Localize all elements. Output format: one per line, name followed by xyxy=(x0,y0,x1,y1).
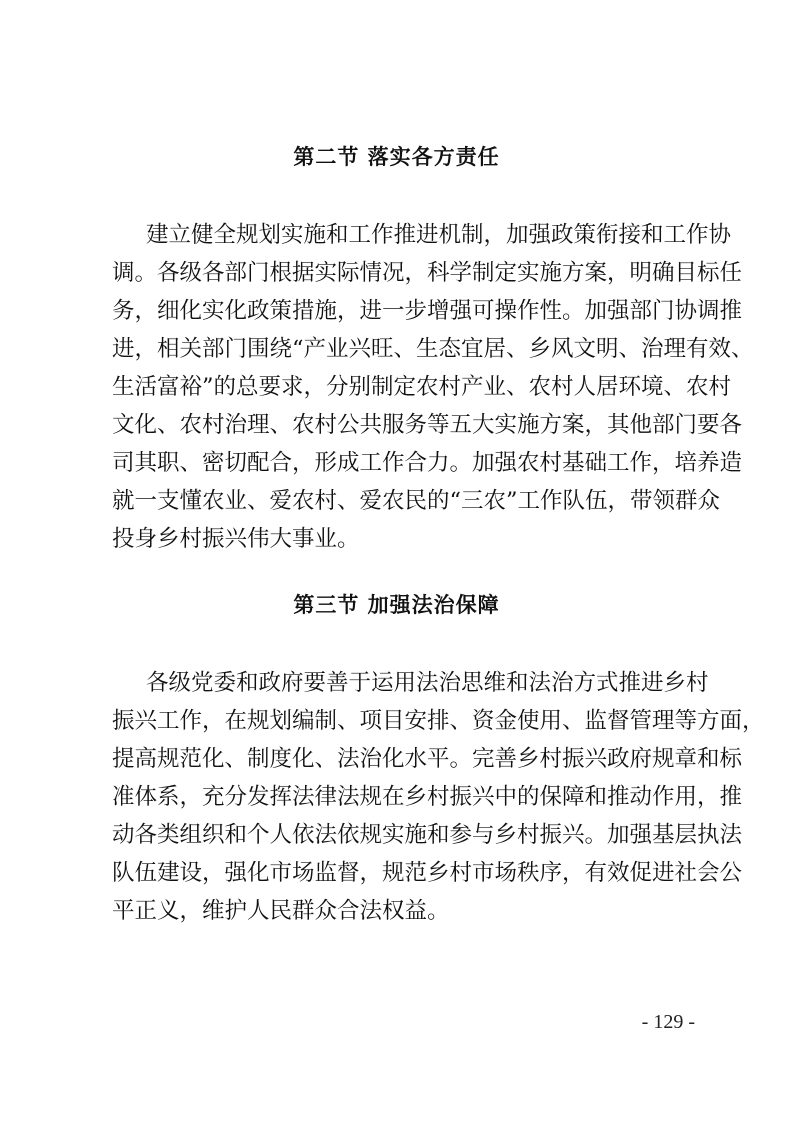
paragraph-line: 投身乡村振兴伟大事业。 xyxy=(112,526,360,552)
paragraph-line: 各级党委和政府要善于运用法治思维和法治方式推进乡村 xyxy=(146,670,709,696)
section-heading: 第二节 落实各方责任 xyxy=(293,145,500,169)
paragraph-line: 建立健全规划实施和工作推进机制，加强政策衔接和工作协 xyxy=(146,222,732,248)
paragraph-line: 提高规范化、制度化、法治化水平。完善乡村振兴政府规章和标 xyxy=(112,746,743,772)
section-heading: 第三节 加强法治保障 xyxy=(293,593,500,617)
paragraph-line: 就一支懂农业、爱农村、爱农民的“三农”工作队伍，带领群众 xyxy=(112,488,721,514)
page-number: - 129 - xyxy=(641,1011,695,1033)
paragraph-line: 务，细化实化政策措施，进一步增强可操作性。加强部门协调推 xyxy=(112,298,743,324)
paragraph-line: 队伍建设，强化市场监督，规范乡村市场秩序，有效促进社会公 xyxy=(112,860,743,886)
paragraph-line: 生活富裕”的总要求，分别制定农村产业、农村人居环境、农村 xyxy=(112,374,732,400)
paragraph-line: 文化、农村治理、农村公共服务等五大实施方案，其他部门要各 xyxy=(112,412,743,438)
paragraph-line: 调。各级各部门根据实际情况，科学制定实施方案，明确目标任 xyxy=(112,260,743,286)
paragraph-line: 动各类组织和个人依法依规实施和参与乡村振兴。加强基层执法 xyxy=(112,822,743,848)
paragraph-line: 进，相关部门围绕“产业兴旺、生态宜居、乡风文明、治理有效、 xyxy=(112,336,754,362)
paragraph-line: 司其职、密切配合，形成工作合力。加强农村基础工作，培养造 xyxy=(112,450,743,476)
paragraph-line: 平正义，维护人民群众合法权益。 xyxy=(112,898,450,924)
paragraph-line: 准体系，充分发挥法律法规在乡村振兴中的保障和推动作用，推 xyxy=(112,784,743,810)
paragraph-line: 振兴工作，在规划编制、项目安排、资金使用、监督管理等方面， xyxy=(112,708,765,734)
